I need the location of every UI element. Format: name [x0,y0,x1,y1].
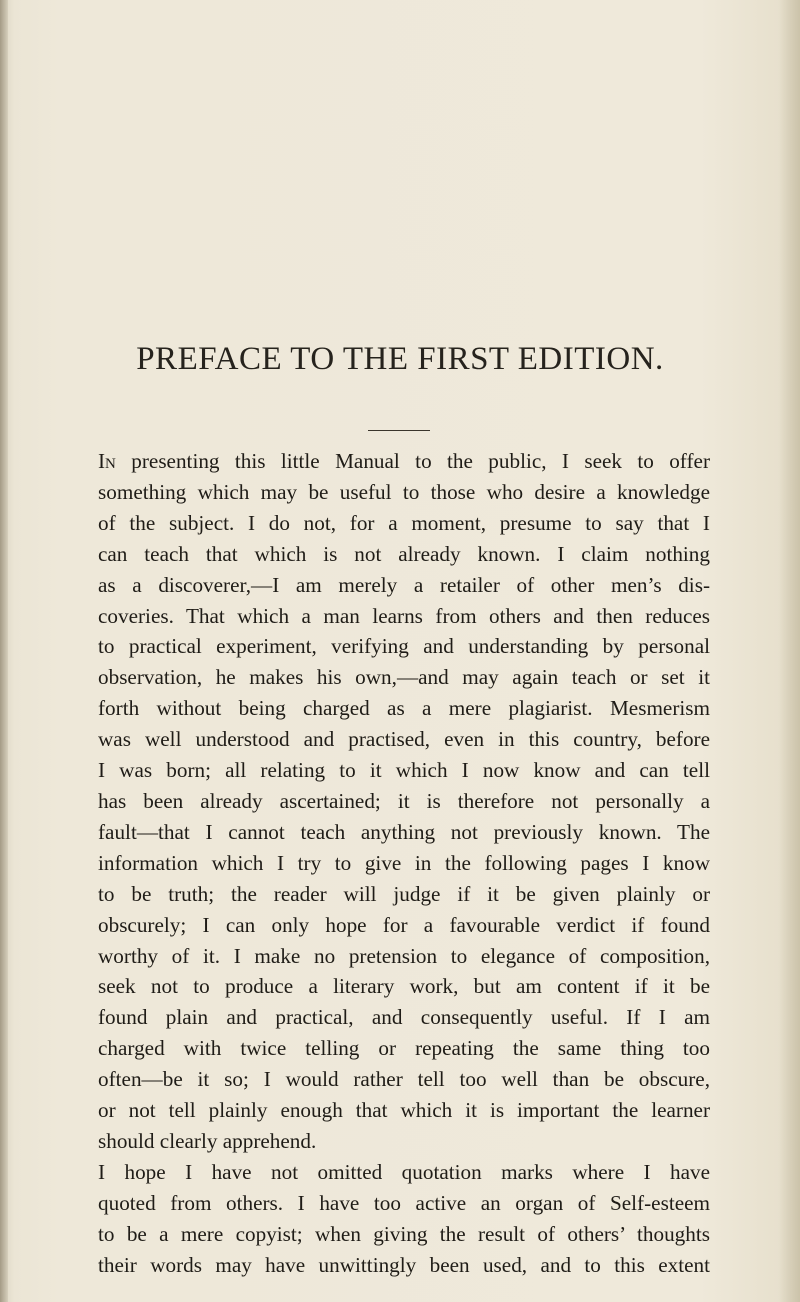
paragraph-1-line: or not tell plainly enough that which it is important the learner [98,1098,710,1123]
paragraph-1-line: to be truth; the reader will judge if it be given plainly or [98,881,710,906]
paragraph-1-line: information which I try to give in the following pages I know [98,850,710,875]
paragraph-1-line: fault—that I cannot teach anything not previously known. The [98,819,710,844]
paragraph-1-line: charged with twice telling or repeating the same thing too [98,1036,710,1061]
paragraph-1-line: coveries. That which a man learns from others and then reduces [98,603,710,628]
paragraph-1-line: obscurely; I can only hope for a favourable verdict if found [98,912,710,937]
paragraph-2-line: quoted from others. I have too active an organ of Self-esteem [98,1190,710,1215]
paragraph-1-line: of the subject. I do not, for a moment, presume to say that I [98,510,710,535]
paragraph-1-line: something which may be useful to those who desire a knowledge [98,479,710,504]
page-spine-shadow [0,0,8,1302]
paragraph-1-line: forth without being charged as a mere plagiarist. Mesmerism [98,696,710,721]
paragraph-1-line: found plain and practical, and consequently useful. If I am [98,1005,710,1030]
paragraph-1-line: often—be it so; I would rather tell too well than be obscure, [98,1067,710,1092]
title-rule [368,430,430,431]
paragraph-1-line-1-text: presenting this little Manual to the public, I seek to offer [115,449,710,473]
paragraph-1-line: I was born; all relating to it which I now know and can tell [98,758,710,783]
paragraph-1-line: has been already ascertained; it is therefore not personally a [98,788,710,813]
paragraph-2-line: their words may have unwittingly been used, and to this extent [98,1252,710,1277]
paragraph-1-line: worthy of it. I make no pretension to elegance of composition, [98,943,710,968]
paragraph-2-line-1: I hope I have not omitted quotation marks where I have [98,1159,710,1184]
preface-body [98,446,710,1280]
paragraph-1-line-1 [98,446,710,477]
paragraph-2-line: to be a mere copyist; when giving the result of others’ thoughts [98,1221,710,1246]
paragraph-1-line: was well understood and practised, even in this country, before [98,727,710,752]
paragraph-1-line: can teach that which is not already known. I claim nothing [98,541,710,566]
page-title: PREFACE TO THE FIRST EDITION. [136,341,664,377]
paragraph-1-lead: In [98,449,116,473]
page-edge-shadow [778,0,800,1302]
paragraph-1-line: as a discoverer,—I am merely a retailer of other men’s dis- [98,572,710,597]
paragraph-1-line: to practical experiment, verifying and understanding by personal [98,634,710,659]
paragraph-1-line: observation, he makes his own,—and may again teach or set it [98,665,710,690]
paragraph-1-line-last: should clearly apprehend. [98,1128,317,1153]
paragraph-1-line: seek not to produce a literary work, but am content if it be [98,974,710,999]
